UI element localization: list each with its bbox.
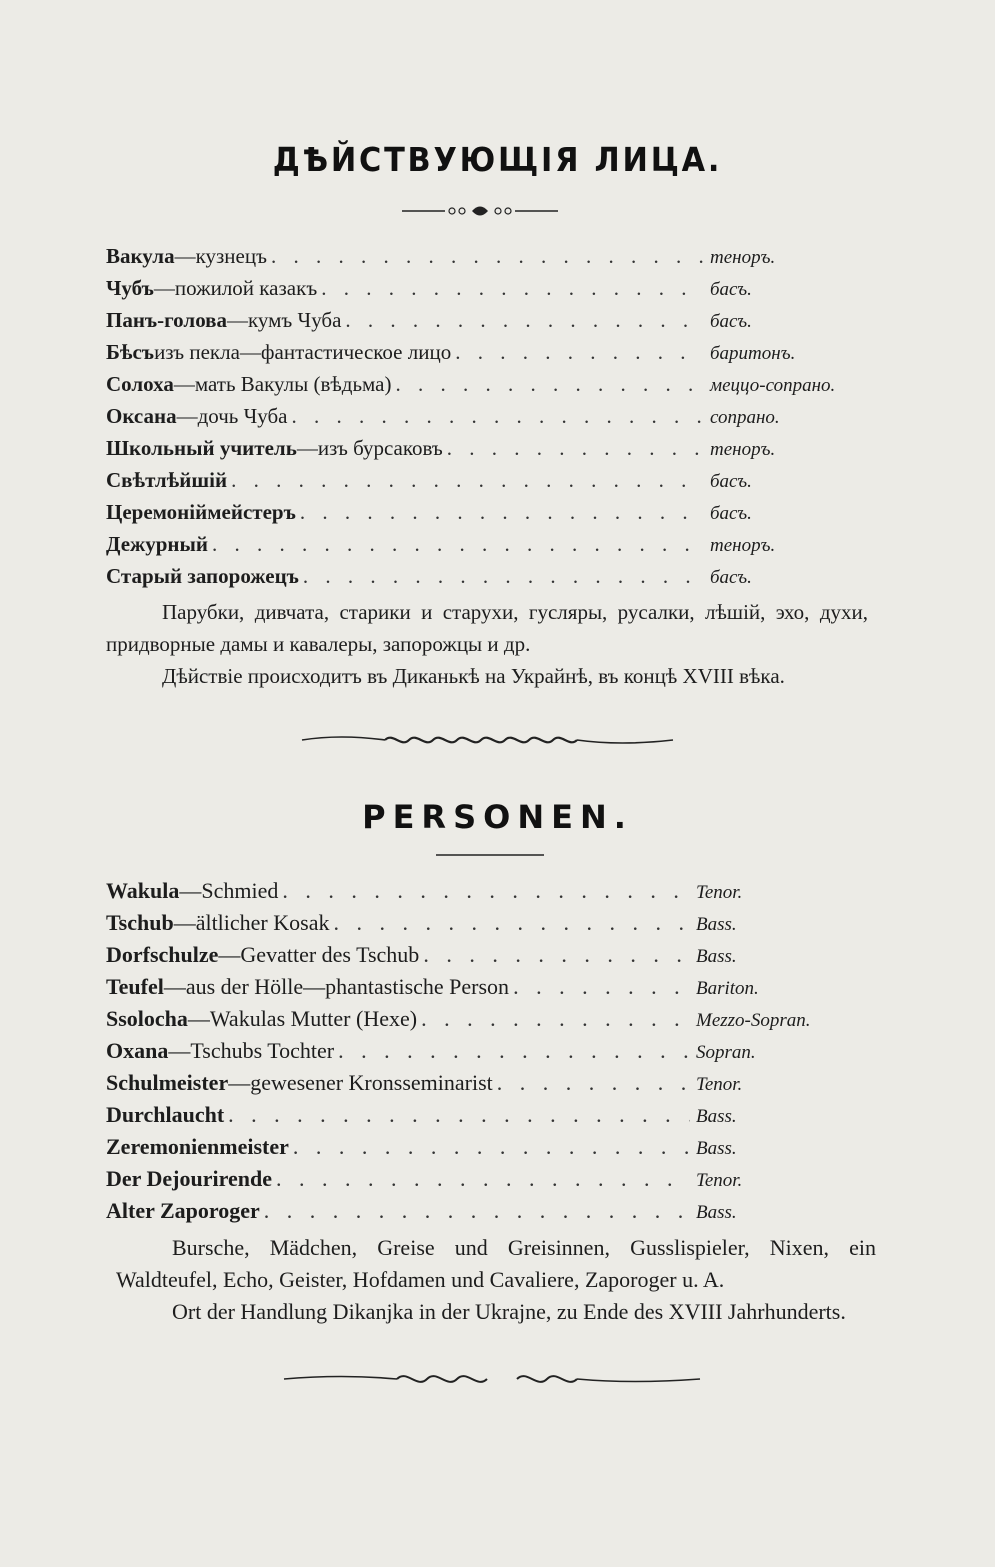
- character-name: Школьный учитель: [106, 436, 297, 460]
- dot-leader: [293, 1134, 690, 1160]
- character-name: Чубъ: [106, 276, 154, 300]
- dot-leader: [447, 436, 704, 461]
- cast-row: [106, 372, 836, 404]
- russian-chorus-text: Парубки, дивчата, старики и старухи, гусляры, русалки, лѣшій, эхо, духи, придворные дамы и кавалеры, запорожцы и др.: [106, 600, 868, 656]
- voice-type: басъ.: [710, 471, 752, 492]
- character-name: Церемоніймейстеръ: [106, 500, 296, 524]
- voice-type: Mezzo-Sopran.: [696, 1010, 811, 1031]
- dot-leader: [455, 340, 704, 365]
- cast-row: [106, 404, 806, 436]
- character-description: —Gevatter des Tschub: [218, 942, 420, 967]
- character-name: Старый запорожецъ: [106, 564, 299, 588]
- cast-row: [106, 1102, 806, 1134]
- voice-type: Bass.: [696, 914, 737, 935]
- dot-leader: [303, 564, 704, 589]
- character-description: —кумъ Чуба: [227, 308, 342, 332]
- cast-row: [106, 564, 806, 596]
- voice-type: Tenor.: [696, 1074, 743, 1095]
- title-flourish-ornament: [400, 200, 560, 220]
- dot-leader: [338, 1038, 690, 1064]
- character-name: Бѣсъ: [106, 340, 155, 364]
- voice-type: басъ.: [710, 567, 752, 588]
- character-name: Tschub: [106, 910, 174, 935]
- cast-row: [106, 340, 806, 372]
- section-divider-ornament: [300, 728, 675, 752]
- character-description: —gewesener Kronsseminarist: [228, 1070, 493, 1095]
- german-notes: [116, 1232, 876, 1328]
- character-description: —aus der Hölle—phantastische Person: [163, 974, 510, 999]
- cast-row: [106, 910, 806, 942]
- dot-leader: [231, 468, 704, 493]
- cast-row: [106, 974, 806, 1006]
- cast-row: [106, 276, 806, 308]
- cast-row: [106, 878, 806, 910]
- character-name: Дежурный: [106, 532, 209, 556]
- character-description: —Wakulas Mutter (Hexe): [187, 1006, 418, 1031]
- dot-leader: [423, 942, 690, 968]
- dot-leader: [228, 1102, 690, 1128]
- cast-row: [106, 436, 806, 468]
- dot-leader: [321, 276, 704, 301]
- voice-type: Sopran.: [696, 1042, 756, 1063]
- cast-row: [106, 500, 806, 532]
- dot-leader: [292, 404, 705, 429]
- character-description: —мать Вакулы (вѣдьма): [173, 372, 392, 396]
- voice-type: теноръ.: [710, 247, 776, 268]
- dot-leader: [513, 974, 690, 1000]
- voice-type: теноръ.: [710, 535, 776, 556]
- voice-type: Bass.: [696, 1106, 737, 1127]
- cast-row: [106, 308, 806, 340]
- voice-type: басъ.: [710, 311, 752, 332]
- german-cast-list: [106, 878, 811, 1230]
- voice-type: басъ.: [710, 279, 752, 300]
- character-name: Durchlaucht: [106, 1102, 225, 1127]
- character-name: Ssolocha: [106, 1006, 188, 1031]
- character-name: Wakula: [106, 878, 180, 903]
- character-description: —ältlicher Kosak: [173, 910, 330, 935]
- cast-row: [106, 1006, 811, 1038]
- title-rule: [436, 852, 544, 858]
- dot-leader: [497, 1070, 690, 1096]
- dot-leader: [264, 1198, 690, 1224]
- voice-type: басъ.: [710, 503, 752, 524]
- character-name: Оксана: [106, 404, 177, 428]
- character-name: Свѣтлѣйшій: [106, 468, 228, 492]
- character-description: —изъ бурсаковъ: [296, 436, 443, 460]
- dot-leader: [333, 910, 690, 936]
- cast-row: [106, 1134, 806, 1166]
- voice-type: Bass.: [696, 946, 737, 967]
- cast-row: [106, 532, 806, 564]
- character-name: Teufel: [106, 974, 164, 999]
- russian-title: ДѢЙСТВУЮЩІЯ ЛИЦА.: [272, 140, 723, 179]
- voice-type: Bass.: [696, 1138, 737, 1159]
- voice-type: Bariton.: [696, 978, 759, 999]
- dot-leader: [271, 244, 704, 269]
- russian-setting-text: Дѣйствіе происходитъ въ Диканькѣ на Украйнѣ, въ концѣ XVIII вѣка.: [162, 664, 785, 688]
- character-description: изъ пекла—фантастическое лицо: [154, 340, 452, 364]
- character-name: Dorfschulze: [106, 942, 219, 967]
- cast-row: [106, 1166, 806, 1198]
- character-description: —дочь Чуба: [176, 404, 288, 428]
- voice-type: Tenor.: [696, 1170, 743, 1191]
- dot-leader: [276, 1166, 690, 1192]
- german-title: PERSONEN.: [362, 798, 633, 836]
- voice-type: баритонъ.: [710, 343, 796, 364]
- character-description: —кузнецъ: [174, 244, 267, 268]
- character-name: Der Dejourirende: [106, 1166, 272, 1191]
- cast-row: [106, 1198, 806, 1230]
- voice-type: меццо-сопрано.: [710, 375, 836, 396]
- cast-row: [106, 942, 806, 974]
- dot-leader: [282, 878, 690, 904]
- end-divider-ornament: [282, 1366, 702, 1392]
- voice-type: сопрано.: [710, 407, 780, 428]
- german-setting-text: Ort der Handlung Dikanjka in der Ukrajne, zu Ende des XVIII Jahrhunderts.: [172, 1299, 846, 1324]
- character-name: Панъ-голова: [106, 308, 228, 332]
- dot-leader: [212, 532, 704, 557]
- german-chorus-text: Bursche, Mädchen, Greise und Greisinnen, Gusslispieler, Nixen, ein Waldteufel, Echo, Geister, Hofdamen und Cavaliere, Zaporoger u. A.: [116, 1235, 876, 1292]
- dot-leader: [395, 372, 704, 397]
- dot-leader: [421, 1006, 690, 1032]
- character-name: Alter Zaporoger: [106, 1198, 260, 1223]
- character-name: Schulmeister: [106, 1070, 229, 1095]
- character-description: —пожилой казакъ: [153, 276, 318, 300]
- character-description: —Tschubs Tochter: [168, 1038, 335, 1063]
- cast-row: [106, 244, 806, 276]
- russian-notes: [106, 596, 868, 692]
- russian-cast-list: [106, 244, 836, 596]
- cast-row: [106, 468, 806, 500]
- character-description: —Schmied: [179, 878, 279, 903]
- character-name: Zeremonienmeister: [106, 1134, 289, 1159]
- voice-type: теноръ.: [710, 439, 776, 460]
- voice-type: Tenor.: [696, 882, 743, 903]
- dot-leader: [300, 500, 704, 525]
- cast-row: [106, 1038, 806, 1070]
- character-name: Вакула: [106, 244, 175, 268]
- character-name: Oxana: [106, 1038, 169, 1063]
- dot-leader: [345, 308, 704, 333]
- cast-row: [106, 1070, 806, 1102]
- character-name: Солоха: [106, 372, 174, 396]
- voice-type: Bass.: [696, 1202, 737, 1223]
